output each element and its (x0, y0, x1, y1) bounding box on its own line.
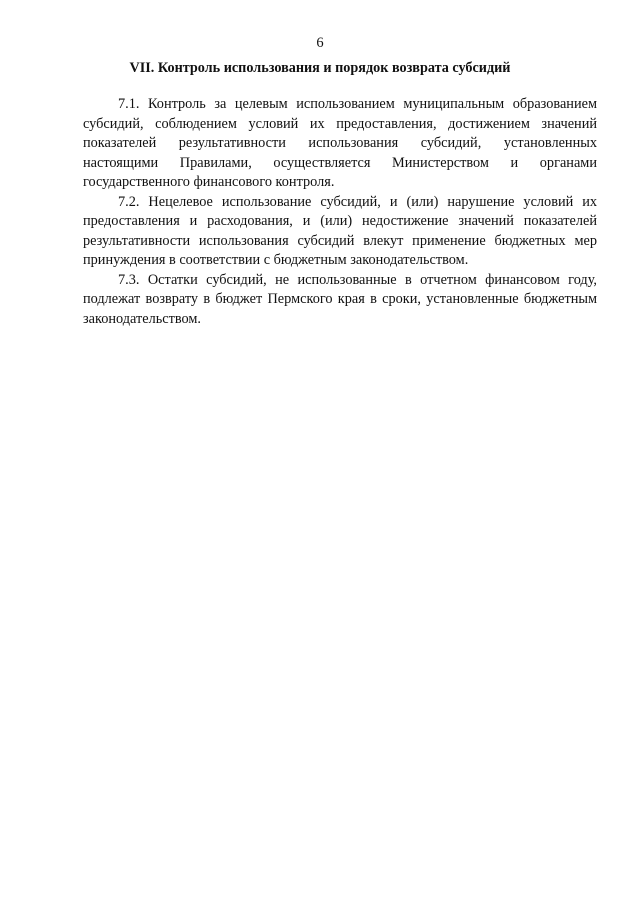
paragraph-7-1 (83, 95, 597, 193)
paragraph-text: Контроль за целевым использованием муниципальным образованием субсидий, соблюдением условий их предоставления, достижением значений показателей результативности использования субсидий, установленных настоящими Правилами, осуществляется Министерством и органами государственного финансового контроля. (83, 96, 597, 190)
paragraph-text: Остатки субсидий, не использованные в отчетном финансовом году, подлежат возврату в бюджет Пермского края в сроки, установленные бюджетным законодательством. (83, 271, 597, 327)
paragraph-7-3 (83, 271, 597, 330)
paragraph-number: 7.3. (118, 271, 140, 288)
page-number: 6 (316, 35, 324, 51)
section-title: VII. Контроль использования и порядок возврата субсидий (129, 60, 511, 76)
paragraph-7-2 (83, 193, 597, 271)
paragraph-text: Нецелевое использование субсидий, и (или) нарушение условий их предоставления и расходования, и (или) недостижение значений показателей результативности использования субсидий влекут применение бюджетных мер принуждения в соответствии с бюджетным законодательством. (83, 193, 598, 268)
paragraph-number: 7.2. (118, 193, 140, 210)
paragraph-number: 7.1. (118, 96, 140, 112)
section-body (83, 95, 597, 329)
